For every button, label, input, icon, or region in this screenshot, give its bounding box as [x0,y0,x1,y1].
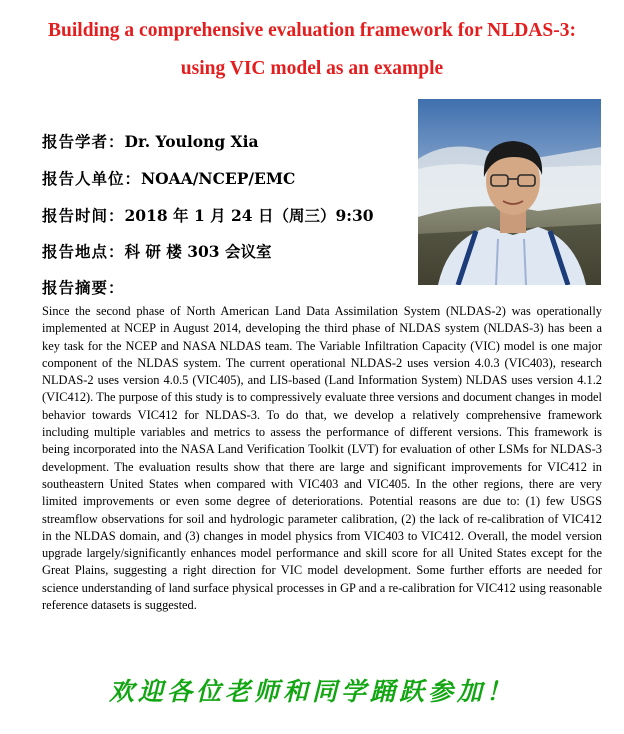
title-line-2: using VIC model as an example [180,58,444,79]
time-label: 报告时间： [42,206,125,225]
location-value: 科 研 楼 303 会议室 [124,242,272,261]
abstract-label: 报告摘要： [42,278,125,297]
abstract-text: Since the second phase of North American Land Data Assimilation System (NLDAS-2) was operationally implemented at NCEP in August 2014, developing the third phase of NLDAS system (NLDAS-3) has been a key task for the NCEP and NASA NLDAS team. The Variable Infiltration Capacity (VIC) model is one major component of the NLDAS system. The current operational NLDAS-2 uses version 4.0.3 (VIC403), research NLDAS-2 uses version 4.0.5 (VIC405), and LIS-based (Land Information System) NLDAS uses version 4.1.2 (VIC412). The purpose of this study is to compressively evaluate three versions and document changes in model behavior towards VIC412 for NLDAS-3. To do that, we develop a relatively comprehensive framework including multiple variables and metrics to assess the performance of different versions. This framework is being incorporated into the NASA Land Verification Toolkit (LVT) for evaluation of other LSMs for NLDAS-3 development. The evaluation results show that there are large and significant improvements for VIC412 in southeastern United States when compared with VIC403 and VIC405. In the other regions, there are very limited improvements or even some degree of deteriorations. Potential reasons are due to: (1) few USGS streamflow observations for soil and hydrologic parameter calibration, (2) the lack of re-calibration of VIC412 in the NLDAS domain, and (3) changes in model physics from VIC403 to VIC412. Overall, the model version upgrade largely/significantly enhances model performance and skill score for all United States except for the Great Plains, suggesting a right direction for VIC model development. Some further efforts are needed for science understanding of land surface physical processes in GP and a re-calibration for VIC412 using reasonable reference datasets is suggested. [42,304,602,613]
title-line-1: Building a comprehensive evaluation framework for NLDAS-3: [48,20,576,41]
location-label: 报告地点： [42,242,125,261]
welcome-footer: 欢迎各位老师和同学踊跃参加！ [108,677,515,706]
speaker-row [42,130,259,152]
speaker-name: Dr. Youlong Xia [124,132,259,151]
location-row [42,240,271,262]
speaker-label: 报告学者： [42,132,125,151]
time-value: 2018 年 1 月 24 日（周三）9:30 [124,206,374,225]
affiliation-label: 报告人单位： [42,169,142,188]
affiliation-value: NOAA/NCEP/EMC [141,169,296,188]
affiliation-row [42,167,295,189]
time-row [42,204,374,226]
abstract-heading [42,276,125,298]
speaker-portrait-image [418,99,601,285]
speaker-photo [418,99,601,285]
